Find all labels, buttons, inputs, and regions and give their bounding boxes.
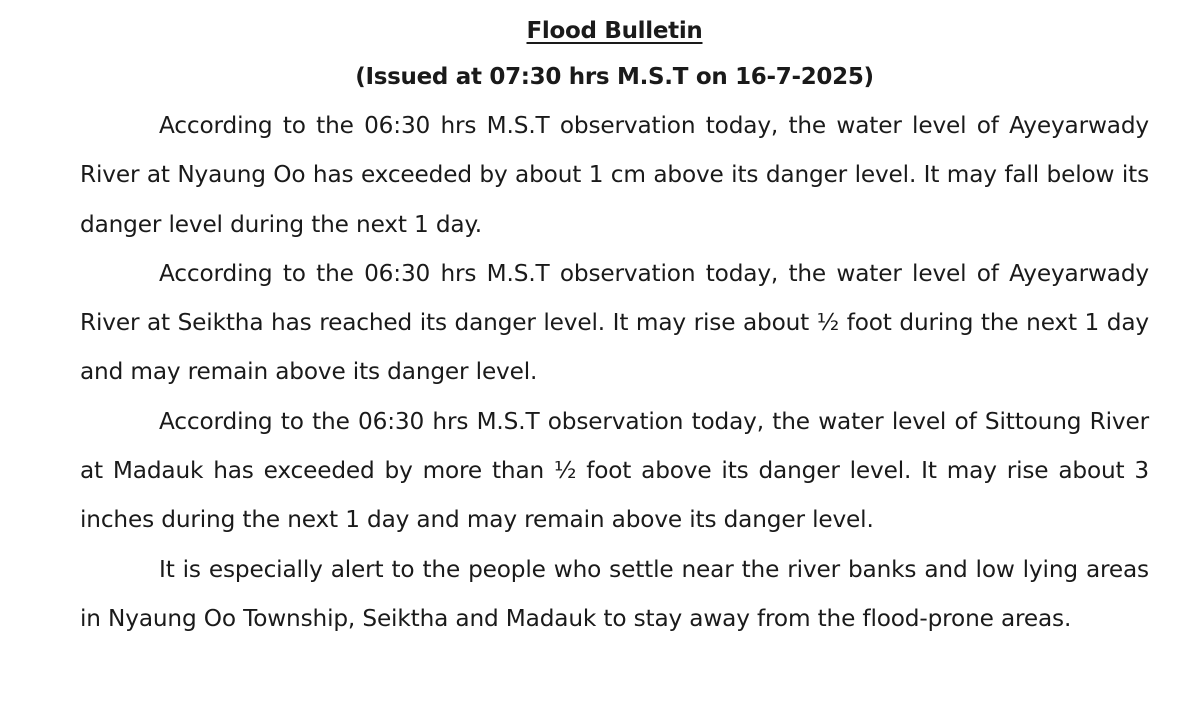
paragraph-seiktha: According to the 06:30 hrs M.S.T observation today, the water level of Ayeyarwady River at Seiktha has reached its danger level. It may rise about ½ foot during the next 1 day and may remain above its danger level. xyxy=(80,259,1149,386)
bulletin-title-text: Flood Bulletin xyxy=(526,18,703,44)
bulletin-title xyxy=(80,14,1149,48)
bulletin-issued-time: (Issued at 07:30 hrs M.S.T on 16-7-2025) xyxy=(355,64,874,90)
bulletin-body xyxy=(80,101,1149,643)
paragraph-madauk: According to the 06:30 hrs M.S.T observation today, the water level of Sittoung River at Madauk has exceeded by more than ½ foot above its danger level. It may rise about 3 inches during the next 1 day and may remain above its danger level. xyxy=(80,407,1149,534)
paragraph-nyaung-oo: According to the 06:30 hrs M.S.T observation today, the water level of Ayeyarwady River at Nyaung Oo has exceeded by about 1 cm above its danger level. It may fall below its danger level during the next 1 day. xyxy=(80,112,1149,238)
flood-bulletin-document xyxy=(80,14,1149,643)
paragraph-alert: It is especially alert to the people who settle near the river banks and low lying areas in Nyaung Oo Township, Seiktha and Madauk to stay away from the flood-prone areas. xyxy=(80,555,1149,632)
